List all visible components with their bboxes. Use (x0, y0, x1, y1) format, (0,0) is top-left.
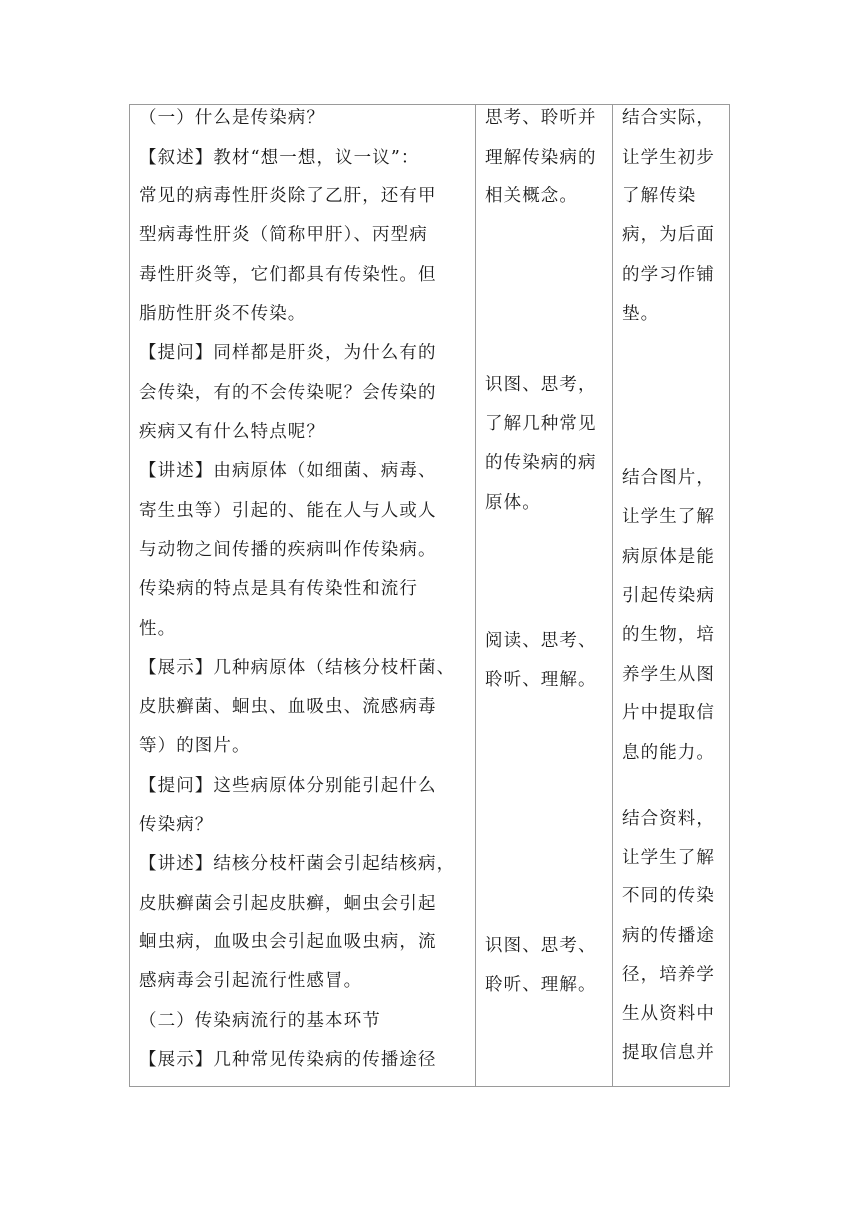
text-line: 息的能力。 (622, 743, 715, 763)
text-line: 了解传染 (622, 186, 697, 206)
text-line: 寄生虫等）引起的、能在人与人或人 (139, 501, 437, 521)
student-activity-column (485, 105, 610, 1086)
text-line: 让学生了解 (622, 848, 715, 868)
text-line: 阅读、思考、 (485, 631, 597, 651)
text-line: 【展示】几种病原体（结核分枝杆菌、 (139, 658, 456, 678)
text-line: 皮肤癣菌、蛔虫、血吸虫、流感病毒 (139, 697, 437, 717)
text-line: 结合图片， (622, 468, 715, 488)
text-line: 常见的病毒性肝炎除了乙肝，还有甲 (139, 186, 437, 206)
text-line: （二）传染病流行的基本环节 (139, 1011, 381, 1031)
text-line: 与动物之间传播的疾病叫作传染病。 (139, 540, 437, 560)
text-line: 蛔虫病，血吸虫会引起血吸虫病，流 (139, 932, 437, 952)
text-line: 养学生从图 (622, 665, 715, 685)
text-line: 【提问】这些病原体分别能引起什么 (139, 776, 437, 796)
text-line: 原体。 (485, 493, 541, 513)
text-line: 垫。 (622, 304, 660, 324)
text-line: 的学习作铺 (622, 265, 715, 285)
text-line: 提取信息并 (622, 1043, 715, 1063)
text-line: 聆听、理解。 (485, 670, 597, 690)
text-line: 思考、聆听并 (485, 108, 597, 128)
text-line: 【展示】几种常见传染病的传播途径 (139, 1050, 437, 1070)
text-line: 型病毒性肝炎（简称甲肝）、丙型病 (139, 225, 428, 245)
text-line: 感病毒会引起流行性感冒。 (139, 971, 363, 991)
text-line: 不同的传染 (622, 886, 715, 906)
text-line: 识图、思考， (485, 375, 597, 395)
text-line: 传染病？ (139, 815, 214, 835)
text-line: 性。 (139, 619, 177, 639)
text-line: 【讲述】结核分枝杆菌会引起结核病， (139, 854, 456, 874)
text-line: 生从资料中 (622, 1004, 715, 1024)
text-line: 疾病又有什么特点呢？ (139, 422, 325, 442)
text-line: 脂肪性肝炎不传染。 (139, 304, 307, 324)
text-line: 理解传染病的 (485, 148, 597, 168)
text-line: 等）的图片。 (139, 736, 251, 756)
column-divider-1 (475, 105, 476, 1086)
text-line: 结合实际， (622, 108, 715, 128)
text-line: 传染病的特点是具有传染性和流行 (139, 579, 418, 599)
text-line: 引起传染病 (622, 586, 715, 606)
text-line: 皮肤癣菌会引起皮肤癣，蛔虫会引起 (139, 894, 437, 914)
text-line: 病，为后面 (622, 225, 715, 245)
text-line: 病原体是能 (622, 547, 715, 567)
text-line: 【讲述】由病原体（如细菌、病毒、 (139, 461, 437, 481)
column-divider-2 (612, 105, 613, 1086)
text-line: 识图、思考、 (485, 936, 597, 956)
text-line: 结合资料， (622, 809, 715, 829)
text-line: 片中提取信 (622, 703, 715, 723)
text-line: 毒性肝炎等，它们都具有传染性。但 (139, 265, 437, 285)
text-line: 的传染病的病 (485, 453, 597, 473)
text-line: 聆听、理解。 (485, 975, 597, 995)
text-line: （一）什么是传染病？ (139, 108, 325, 128)
text-line: 会传染，有的不会传染呢？会传染的 (139, 383, 437, 403)
text-line: 让学生初步 (622, 148, 715, 168)
teacher-activity-column (139, 105, 473, 1086)
text-line: 病的传播途 (622, 926, 715, 946)
text-line: 了解几种常见 (485, 414, 597, 434)
text-line: 径，培养学 (622, 965, 715, 985)
text-line: 【提问】同样都是肝炎，为什么有的 (139, 343, 437, 363)
text-line: 的生物，培 (622, 625, 715, 645)
text-line: 相关概念。 (485, 186, 578, 206)
lesson-plan-table (129, 104, 730, 1087)
design-intent-column (622, 105, 729, 1086)
text-line: 让学生了解 (622, 507, 715, 527)
text-line: 【叙述】教材“想一想，议一议”： (139, 148, 420, 168)
